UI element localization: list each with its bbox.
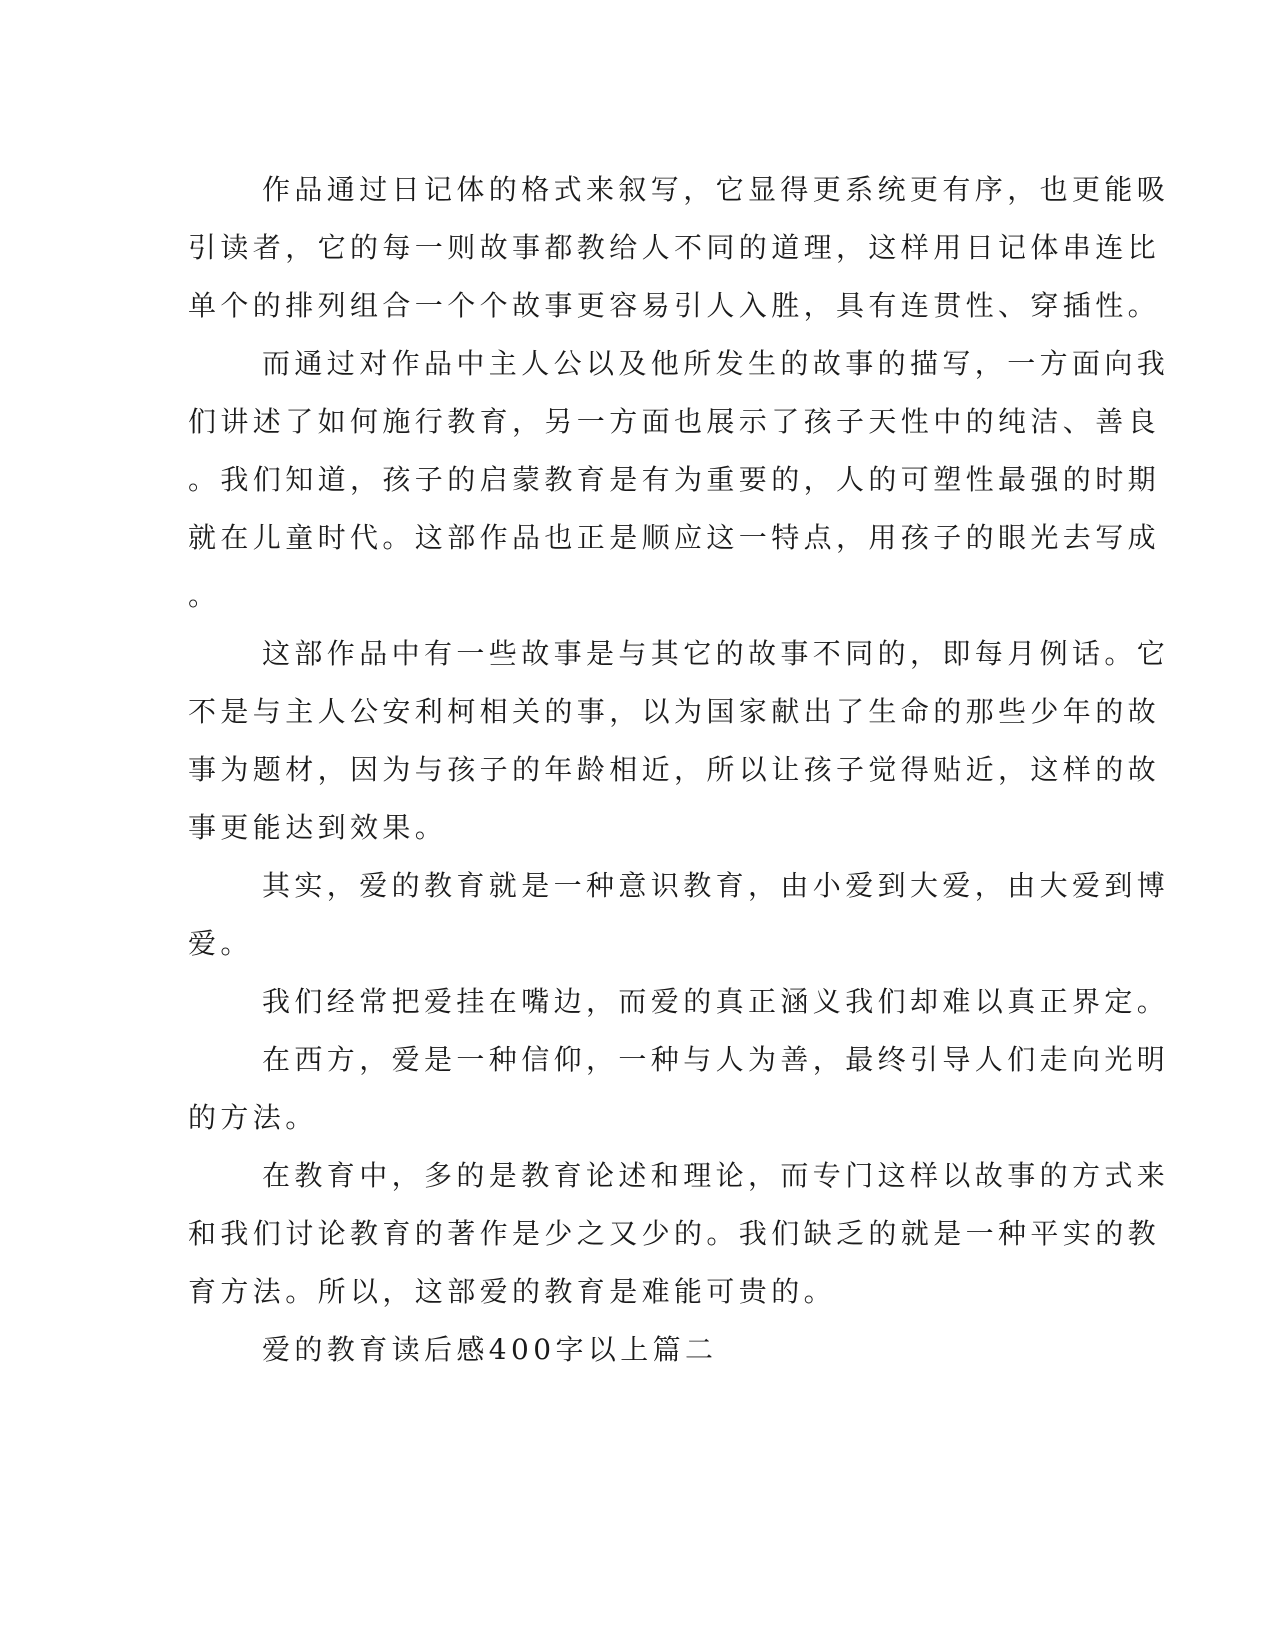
- paragraph-6-line-2: 的方法。: [188, 1101, 318, 1134]
- paragraph-2-line-5: 。: [188, 579, 221, 612]
- paragraph-1-line-3: 单个的排列组合一个个故事更容易引人入胜，具有连贯性、穿插性。: [188, 289, 1161, 322]
- paragraph-4-line-1: 其实，爱的教育就是一种意识教育，由小爱到大爱，由大爱到博: [262, 869, 1170, 902]
- paragraph-3-line-2: 不是与主人公安利柯相关的事，以为国家献出了生命的那些少年的故: [188, 695, 1161, 728]
- section-heading: 爱的教育读后感400字以上篇二: [262, 1333, 718, 1366]
- paragraph-4-line-2: 爱。: [188, 927, 253, 960]
- paragraph-3-line-1: 这部作品中有一些故事是与其它的故事不同的，即每月例话。它: [262, 637, 1170, 670]
- paragraph-1-line-1: 作品通过日记体的格式来叙写，它显得更系统更有序，也更能吸: [262, 173, 1170, 206]
- paragraph-2-line-2: 们讲述了如何施行教育，另一方面也展示了孩子天性中的纯洁、善良: [188, 405, 1161, 438]
- paragraph-3-line-3: 事为题材，因为与孩子的年龄相近，所以让孩子觉得贴近，这样的故: [188, 753, 1161, 786]
- paragraph-5-line-1: 我们经常把爱挂在嘴边，而爱的真正涵义我们却难以真正界定。: [262, 985, 1170, 1018]
- paragraph-7-line-3: 育方法。所以，这部爱的教育是难能可贵的。: [188, 1275, 837, 1308]
- paragraph-7-line-1: 在教育中，多的是教育论述和理论，而专门这样以故事的方式来: [262, 1159, 1170, 1192]
- paragraph-6-line-1: 在西方，爱是一种信仰，一种与人为善，最终引导人们走向光明: [262, 1043, 1170, 1076]
- paragraph-2-line-1: 而通过对作品中主人公以及他所发生的故事的描写，一方面向我: [262, 347, 1170, 380]
- paragraph-1-line-2: 引读者，它的每一则故事都教给人不同的道理，这样用日记体串连比: [188, 231, 1161, 264]
- paragraph-2-line-4: 就在儿童时代。这部作品也正是顺应这一特点，用孩子的眼光去写成: [188, 521, 1161, 554]
- paragraph-3-line-4: 事更能达到效果。: [188, 811, 448, 844]
- paragraph-2-line-3: 。我们知道，孩子的启蒙教育是有为重要的，人的可塑性最强的时期: [188, 463, 1161, 496]
- paragraph-7-line-2: 和我们讨论教育的著作是少之又少的。我们缺乏的就是一种平实的教: [188, 1217, 1161, 1250]
